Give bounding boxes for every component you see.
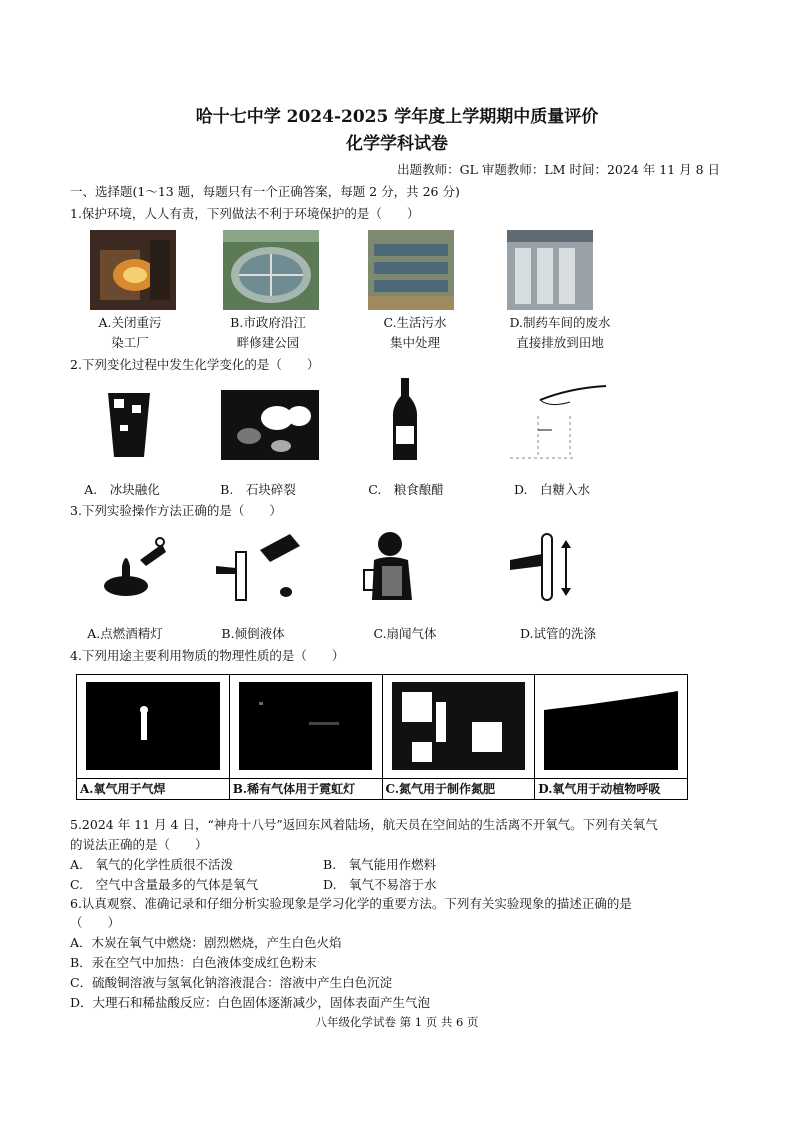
question-5-stem-line1: 5.2024 年 11 月 4 日，“神舟十八号”返回东风着陆场，航天员在空间站的生活离不开氧气。下列有关氧气 <box>70 817 658 832</box>
question-5-option-b: B. 氧气能用作燃料 <box>323 857 437 872</box>
factory-photo <box>90 230 176 310</box>
ice-cup-icon <box>104 385 154 463</box>
pharma-workshop-photo <box>507 230 593 310</box>
alcohol-lamp-icon <box>100 530 170 600</box>
question-3-option-c: C.扇闻气体 <box>373 626 437 641</box>
option-a-line2: 染工厂 <box>111 335 149 350</box>
exam-subtitle: 化学学科试卷 <box>346 134 448 154</box>
question-4-stem: 4.下列用途主要利用物质的物理性质的是（ ） <box>70 648 345 663</box>
question-2-option-c: C. 粮食酿醋 <box>368 482 444 497</box>
option-d-line1: D.制药车间的废水 <box>509 315 611 330</box>
broken-stone-icon <box>221 390 319 460</box>
question-4-option-d: D.氧气用于动植物呼吸 <box>535 779 688 800</box>
question-4-table <box>76 674 688 800</box>
question-5-option-a: A. 氧气的化学性质很不活泼 <box>70 857 234 872</box>
respiration-photo <box>535 675 688 779</box>
question-3-option-d: D.试管的洗涤 <box>519 626 597 641</box>
question-2-option-d: D. 白糖入水 <box>513 482 591 497</box>
option-c-line1: C.生活污水 <box>383 315 447 330</box>
option-d-line2: 直接排放到田地 <box>516 335 604 350</box>
section-heading: 一、选择题(1～13 题，每题只有一个正确答案，每题 2 分，共 26 分) <box>70 184 460 199</box>
question-3-option-a: A.点燃酒精灯 <box>87 626 163 641</box>
pouring-liquid-icon <box>214 528 304 604</box>
question-6-option-b: B．汞在空气中加热：白色液体变成红色粉末 <box>70 955 317 970</box>
question-3-option-b: B.倾倒液体 <box>221 626 285 641</box>
question-4-option-a: A.氧气用于气焊 <box>77 779 230 800</box>
question-6-option-a: A．木炭在氧气中燃烧：剧烈燃烧，产生白色火焰 <box>70 935 342 950</box>
fanning-gas-icon <box>362 530 426 602</box>
vinegar-bottle-icon <box>390 378 420 462</box>
question-4-option-c: C.氮气用于制作氮肥 <box>382 779 535 800</box>
question-1-option-b <box>208 313 328 353</box>
option-b-line2: 畔修建公园 <box>236 335 300 350</box>
option-a-line1: A.关闭重污 <box>98 315 162 330</box>
exam-meta: 出题教师：GL 审题教师：LM 时间：2024 年 11 月 8 日 <box>397 162 720 177</box>
question-6-option-d: D．大理石和稀盐酸反应：白色固体逐渐减少，固体表面产生气泡 <box>70 995 431 1010</box>
question-2-option-a: A. 冰块融化 <box>84 482 160 497</box>
question-1-stem: 1.保护环境，人人有责，下列做法不利于环境保护的是（ ） <box>70 206 420 221</box>
neon-light-photo <box>229 675 382 779</box>
sugar-into-water-icon <box>500 378 610 464</box>
question-6-stem-line2: （ ） <box>70 915 121 930</box>
nitrogen-fertilizer-photo <box>382 675 535 779</box>
question-6-option-c: C．硫酸铜溶液与氢氧化钠溶液混合：溶液中产生白色沉淀 <box>70 975 393 990</box>
question-1-option-c <box>355 313 475 353</box>
option-c-line2: 集中处理 <box>389 335 440 350</box>
question-1-option-d <box>490 313 630 353</box>
question-5-option-c: C. 空气中含量最多的气体是氧气 <box>70 877 259 892</box>
exam-title: 哈十七中学 2024-2025 学年度上学期期中质量评价 <box>195 107 599 127</box>
question-1-option-a <box>70 313 190 353</box>
question-5-stem-line2: 的说法正确的是（ ） <box>70 837 208 852</box>
page-footer: 八年级化学试卷 第 1 页 共 6 页 <box>315 1015 479 1029</box>
question-2-stem: 2.下列变化过程中发生化学变化的是（ ） <box>70 357 320 372</box>
sewage-treatment-photo <box>368 230 454 310</box>
question-2-option-b: B. 石块碎裂 <box>220 482 296 497</box>
park-photo <box>223 230 319 310</box>
question-4-option-b: B.稀有气体用于霓虹灯 <box>229 779 382 800</box>
option-b-line1: B.市政府沿江 <box>230 315 306 330</box>
question-5-option-d: D. 氧气不易溶于水 <box>323 877 437 892</box>
gas-welding-photo <box>77 675 230 779</box>
question-6-stem-line1: 6.认真观察、准确记录和仔细分析实验现象是学习化学的重要方法。下列有关实验现象的描述正确的是 <box>70 896 632 911</box>
tube-shaking-icon <box>506 530 576 604</box>
question-3-stem: 3.下列实验操作方法正确的是（ ） <box>70 503 282 518</box>
